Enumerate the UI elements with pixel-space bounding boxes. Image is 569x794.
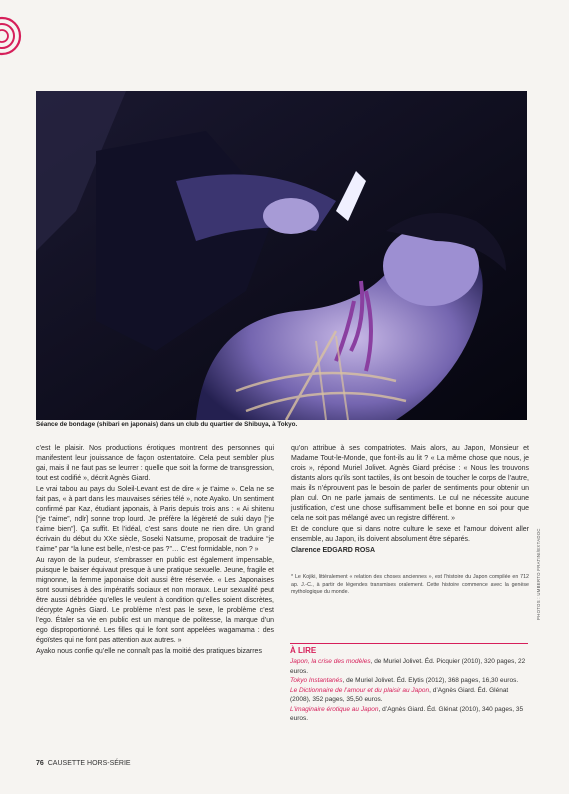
reading-list-item bbox=[290, 686, 528, 705]
paragraph: qu’on attribue à ses compatriotes. Mais alors, au Japon, Monsieur et Madame Tout-le-Monde, que font-ils au lit ? « La même chose que nous, je crois », répond Muriel Jolivet. Agnès Giard précise : « Nous les trouvons distants alors qu’ils sont tactiles, ils ont besoin de toucher le corps de l’autre, mais ils n’éprouvent pas le besoin de parler de sentiments pour obtenir un plan cul. On ne parle jamais de sentiments. Le cul ne nécessite aucune justification, c’est une chose suffisamment belle et bonne en soi pour que cela ne soit pas mélangé avec un registre différent. » bbox=[291, 445, 529, 522]
reading-list-item bbox=[290, 705, 528, 724]
reading-list-title: À LIRE bbox=[290, 646, 317, 655]
book-title: Japon, la crise des modèles bbox=[290, 658, 371, 665]
shibari-photo-image bbox=[36, 91, 527, 420]
page-footer bbox=[36, 760, 131, 767]
photo-credit: PHOTOS : UMBERTO FRATINI/EXTADOC bbox=[536, 528, 541, 620]
paragraph: Le vrai tabou au pays du Soleil-Levant est de dire « je t’aime ». Cela ne se fait pas, « à part dans les mauvaises séries télé », note Ayako. Un sentiment confirmé par Kaz, étudiant japonais, à Paris depuis trois ans : « Ai shitenu [“je t’aime”, ndlr] sonne trop lourd. Je préfère la légèreté de suki dayo [“je t’aime bien”]. Ça suffit. Et l’idéal, c’est sans doute ne rien dire. Un grand écrivain du début du XXe siècle, Soseki Natsume, proposait de traduire “je t’aime” par “la lune est belle, n’est-ce pas ?”… C’est formidable, non ? » bbox=[36, 486, 274, 553]
book-details: , de Muriel Jolivet. Éd. Picquier (2010), 320 pages, 22 euros. bbox=[290, 658, 526, 675]
paragraph: Ayako nous confie qu’elle ne connaît pas la moitié des pratiques bizarres bbox=[36, 648, 262, 655]
article-column-left bbox=[36, 444, 274, 658]
article-column-right bbox=[291, 444, 529, 597]
magazine-logo-icon bbox=[0, 14, 26, 58]
book-title: Tokyo Instantanés bbox=[290, 677, 343, 684]
book-details: , de Muriel Jolivet. Éd. Elytis (2012), 368 pages, 16,30 euros. bbox=[342, 677, 519, 684]
book-details: , d’Agnès Giard. Éd. Glénat (2010), 340 pages, 35 euros. bbox=[290, 705, 524, 722]
reading-list-item bbox=[290, 676, 528, 686]
book-title: Le Dictionnaire de l’amour et du plaisir au Japon bbox=[290, 686, 430, 694]
book-details: , d’Agnès Giard. Éd. Glénat (2008), 352 pages, 35,50 euros. bbox=[290, 686, 509, 703]
paragraph: c’est le plaisir. Nos productions érotiques montrent des personnes qui manifestent leur jouissance de façon ostentatoire. Cela peut sembler plus gai, mais il ne faut pas se leurrer : quelle que soit la forme de transgression, tout est codifié », décrit Agnès Giard. bbox=[36, 445, 274, 482]
footnote: * Le Kojiki, littéralement « relation des choses anciennes », est l’histoire du Japon compilée en 712 ap. J.-C., à partir de légendes transmises oralement. Cette histoire commence avec la genèse mythologique du monde. bbox=[291, 574, 529, 595]
book-title: L’imaginaire érotique au Japon bbox=[290, 705, 379, 713]
author-signature: Clarence EDGARD ROSA bbox=[291, 547, 376, 554]
magazine-name: CAUSETTE HORS-SÉRIE bbox=[47, 760, 131, 767]
photo-caption: Séance de bondage (shibari en japonais) dans un club du quartier de Shibuya, à Tokyo. bbox=[36, 421, 298, 428]
paragraph: Et de conclure que si dans notre culture le sexe et l’amour doivent aller ensemble, au Japon, ils doivent absolument être séparés. bbox=[291, 526, 529, 543]
divider bbox=[290, 643, 528, 644]
article-photo bbox=[36, 91, 527, 420]
reading-list bbox=[290, 643, 528, 724]
page-number: 76 bbox=[36, 760, 44, 767]
reading-list-item bbox=[290, 657, 528, 676]
paragraph: Au rayon de la pudeur, s’embrasser en public est également impensable, puisque le baiser équivaut presque à une pratique sexuelle. Jeune, fragile et mignonne, la femme japonaise doit aussi être réservée. « Les Japonaises sont soumises à des impératifs sociaux et non moraux. Leur sexualité peut être aussi débridée qu’elles le veulent à condition qu’elles soient discrètes, décrypte Agnès Giard. Le problème n’est pas le sexe, le problème c’est l’ego. Étaler sa vie en public est un manque de politesse, la marque d’un ego disproportionné. Les filles qui le font sont appelées wagamama : des égoïstes qui ne font pas attention aux autres. » bbox=[36, 557, 274, 644]
